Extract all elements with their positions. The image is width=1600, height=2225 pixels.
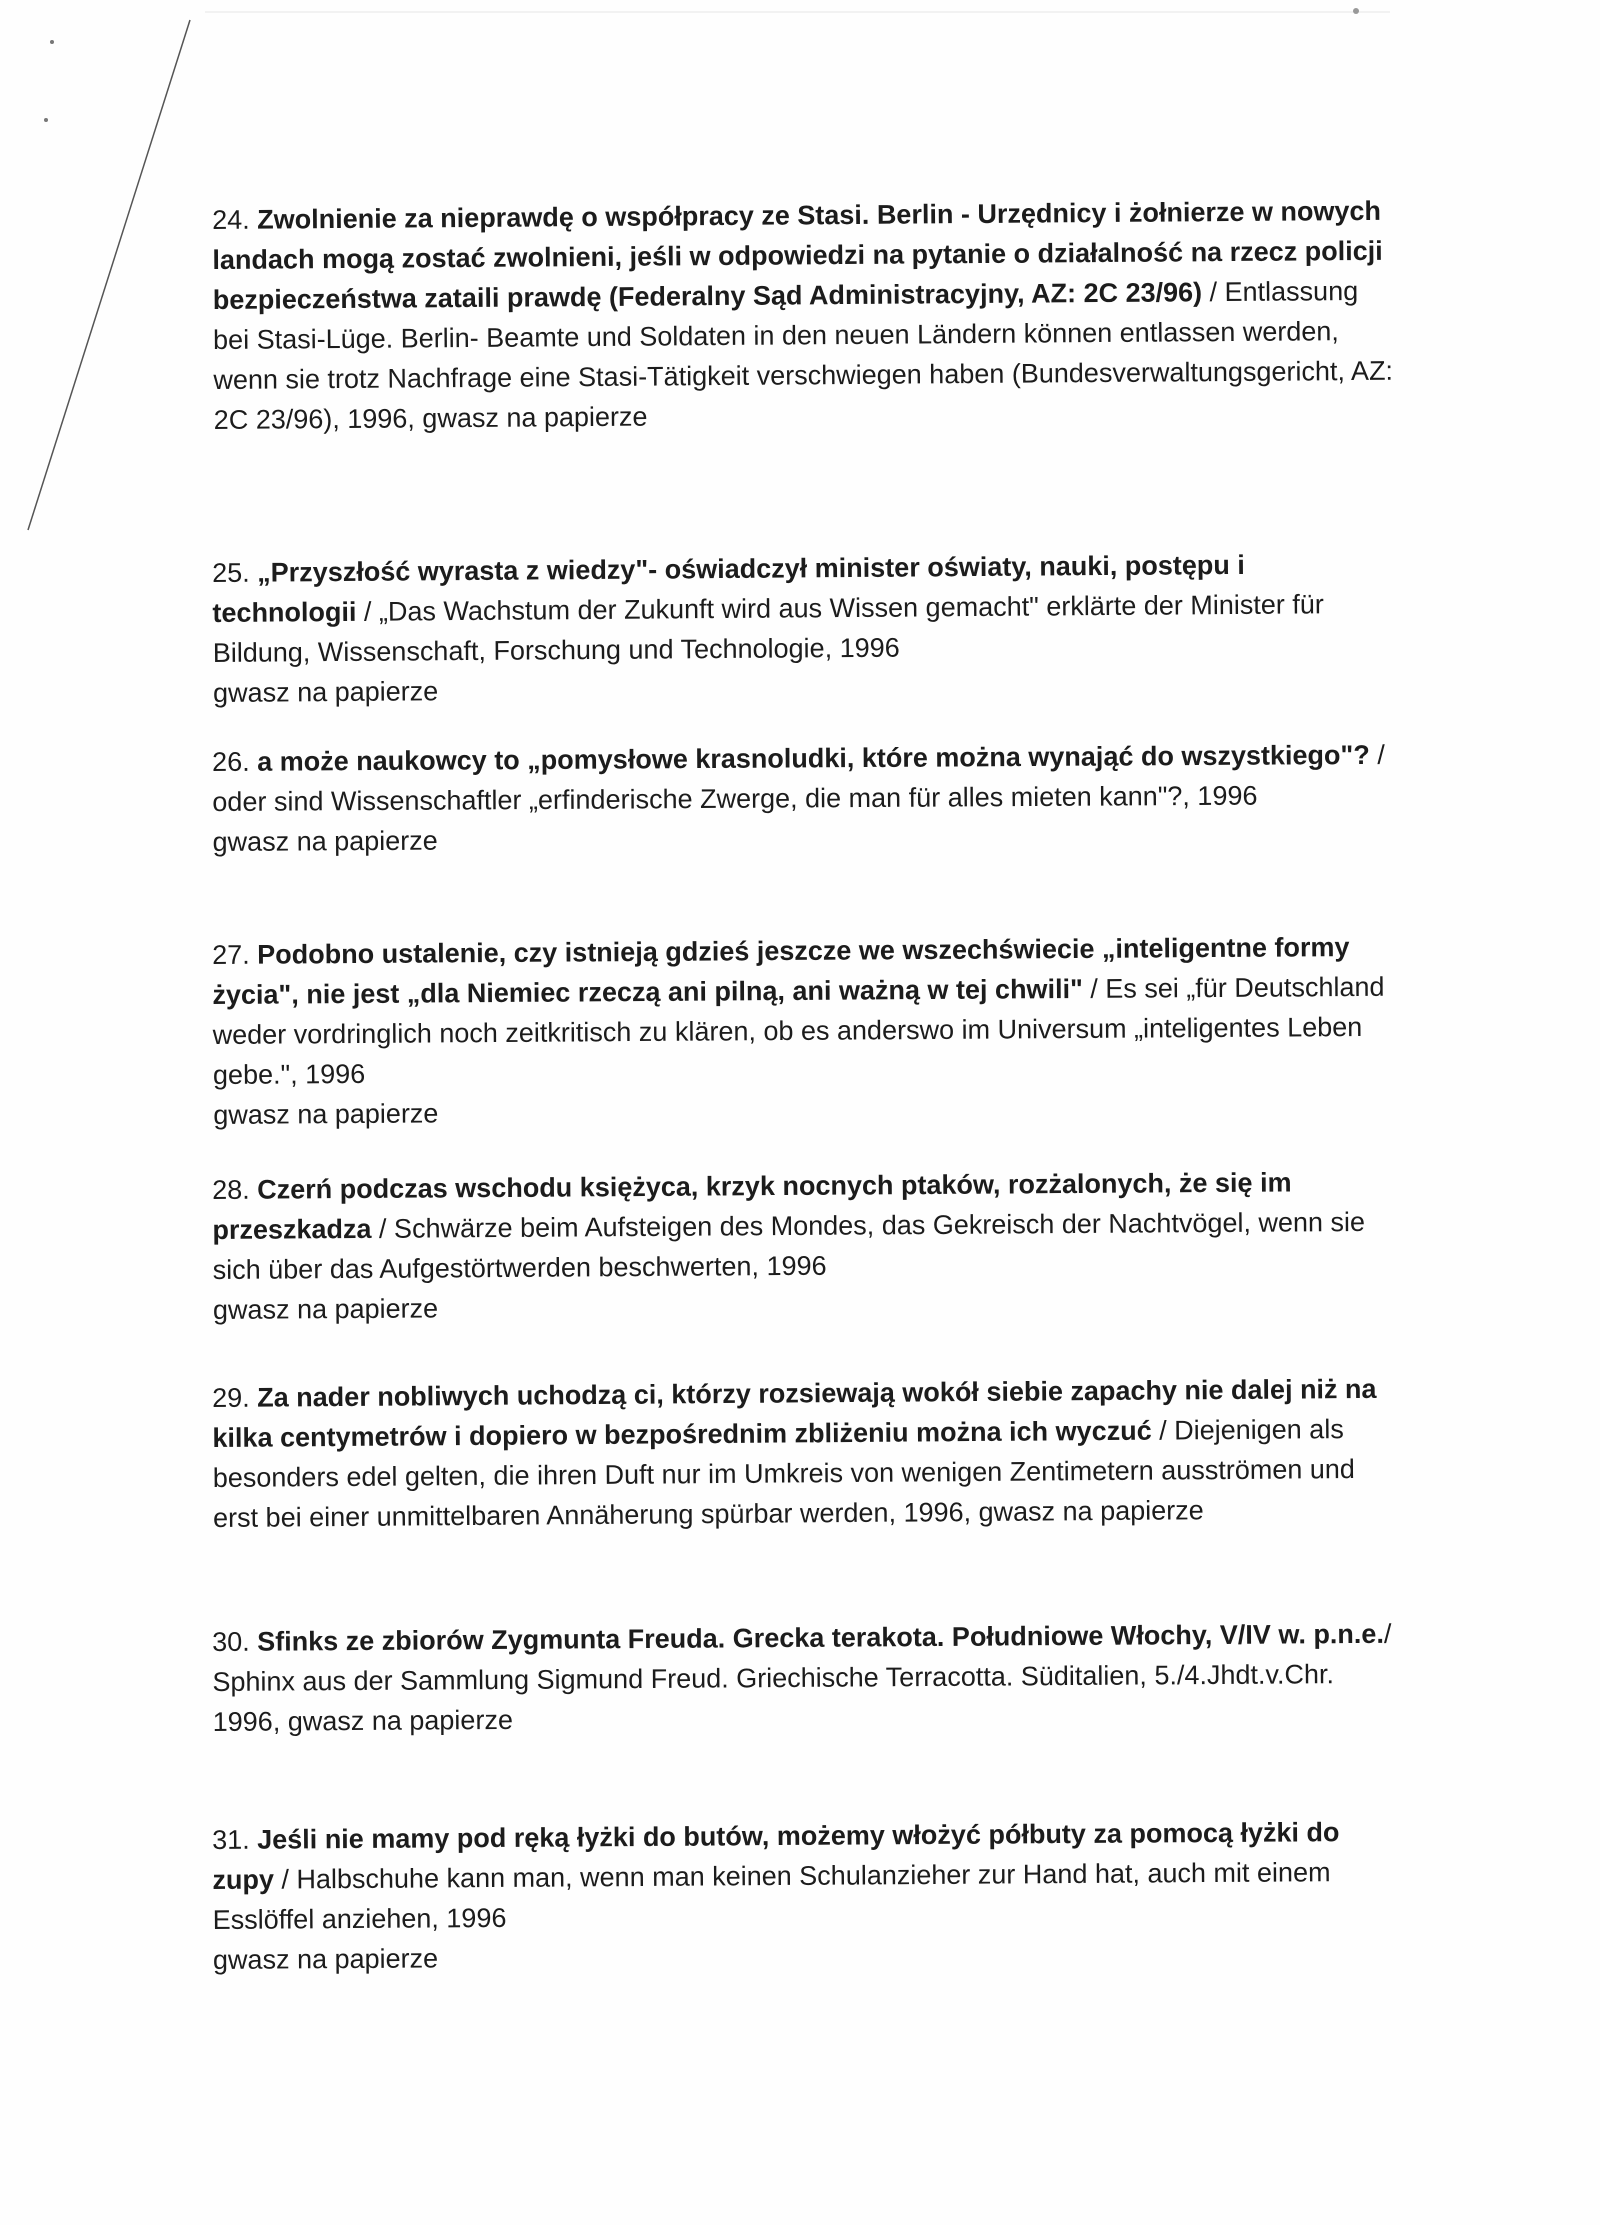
medium-line: gwasz na papierze (212, 825, 438, 857)
catalog-entry-27 (212, 927, 1393, 1135)
entry-number: 31. (212, 1824, 250, 1855)
german-title: / oder sind Wissenschaftler „erfinderische Zwerge, die man für alles mieten kann"?, 1996 (212, 739, 1385, 817)
catalog-entry-28 (212, 1162, 1393, 1330)
catalog-entry-31 (212, 1812, 1393, 1980)
polish-title: Jeśli nie mamy pod ręką łyżki do butów, możemy włożyć półbuty za pomocą łyżki do zupy (212, 1817, 1340, 1895)
polish-title: Czerń podczas wschodu księżyca, krzyk nocnych ptaków, rozżalonych, że się im przeszkadza (212, 1167, 1292, 1245)
medium-line: gwasz na papierze (213, 1098, 439, 1130)
scan-speck (44, 118, 48, 122)
german-title: / Sphinx aus der Sammlung Sigmund Freud. Griechische Terracotta. Süditalien, 5./4.Jhdt.v.Chr. (212, 1618, 1392, 1697)
polish-title: Podobno ustalenie, czy istnieją gdzieś jeszcze we wszechświecie „inteligentne formy życia", nie jest „dla Niemiec rzeczą ani pilną, ani ważną w tej chwili" (212, 932, 1350, 1010)
polish-title: a może naukowcy to „pomysłowe krasnoludki, które można wynająć do wszystkiego"? (257, 739, 1370, 777)
catalog-entry-24 (212, 191, 1394, 440)
medium-line: gwasz na papierze (212, 1293, 439, 1325)
entry-number: 24. (212, 204, 250, 235)
entry-number: 27. (212, 939, 250, 970)
scan-speck (50, 40, 54, 44)
polish-title: Zwolnienie za nieprawdę o współpracy ze Stasi. Berlin - Urzędnicy i żołnierze w nowych landach mogą zostać zwolnieni, jeśli w odpowiedzi na pytanie o działalność na rzecz policji bezpieczeństwa zataili prawdę (Federalny Sąd Administracyjny, AZ: 2C 23/96) (212, 195, 1383, 315)
medium-line: gwasz na papierze (212, 676, 439, 708)
german-title: / „Das Wachstum der Zukunft wird aus Wissen gemacht" erklärte der Minister für Bildung, Wissenschaft, Forschung und Technologie, 1996 (212, 589, 1324, 668)
german-title: / Schwärze beim Aufsteigen des Mondes, das Gekreisch der Nachtvögel, wenn sie sich über das Aufgestörtwerden beschwerten, 1996 (212, 1206, 1366, 1285)
german-title: / Es sei „für Deutschland weder vordringlich noch zeitkritisch zu klären, ob es anderswo im Universum „inteligentes Leben gebe.", 1996 (212, 971, 1385, 1090)
polish-title: Sfinks ze zbiorów Zygmunta Freuda. Grecka terakota. Południowe Włochy, V/IV w. p.n.e. (257, 1618, 1384, 1657)
entry-number: 28. (212, 1174, 250, 1205)
medium-line: 1996, gwasz na papierze (212, 1704, 514, 1737)
entry-number: 30. (212, 1626, 250, 1657)
entry-number: 25. (212, 557, 250, 588)
entry-number: 26. (212, 746, 250, 777)
entry-number: 29. (212, 1382, 250, 1413)
german-title: / Entlassung bei Stasi-Lüge. Berlin- Beamte und Soldaten in den neuen Ländern können entlassen werden, wenn sie trotz Nachfrage eine Stasi-Tätigkeit verschwiegen haben (Bundesverwaltungsgericht, AZ: 2C 23/96), 1996, gwasz na papierze (212, 276, 1394, 435)
catalog-entry-29 (212, 1369, 1393, 1538)
catalog-entry-30 (212, 1614, 1393, 1742)
german-title: / Halbschuhe kann man, wenn man keinen Schulanzieher zur Hand hat, auch mit einem Esslöffel anziehen, 1996 (212, 1857, 1331, 1935)
polish-title: „Przyszłość wyrasta z wiedzy"- oświadczył minister oświaty, nauki, postępu i technologii (212, 549, 1245, 628)
medium-line: gwasz na papierze (212, 1943, 439, 1975)
catalog-entry-26 (212, 735, 1393, 862)
polish-title: Za nader nobliwych uchodzą ci, którzy rozsiewają wokół siebie zapachy nie dalej niż na kilka centymetrów i dopiero w bezpośrednim zbliżeniu można ich wyczuć (212, 1373, 1377, 1453)
german-title: / Diejenigen als besonders edel gelten, die ihren Duft nur im Umkreis von wenigen Zentimetern ausströmen und erst bei einer unmittelbaren Annäherung spürbar werden, 1996, gwasz na papierze (212, 1414, 1355, 1533)
catalog-entry-25 (212, 544, 1393, 713)
scan-speck (1353, 8, 1359, 14)
